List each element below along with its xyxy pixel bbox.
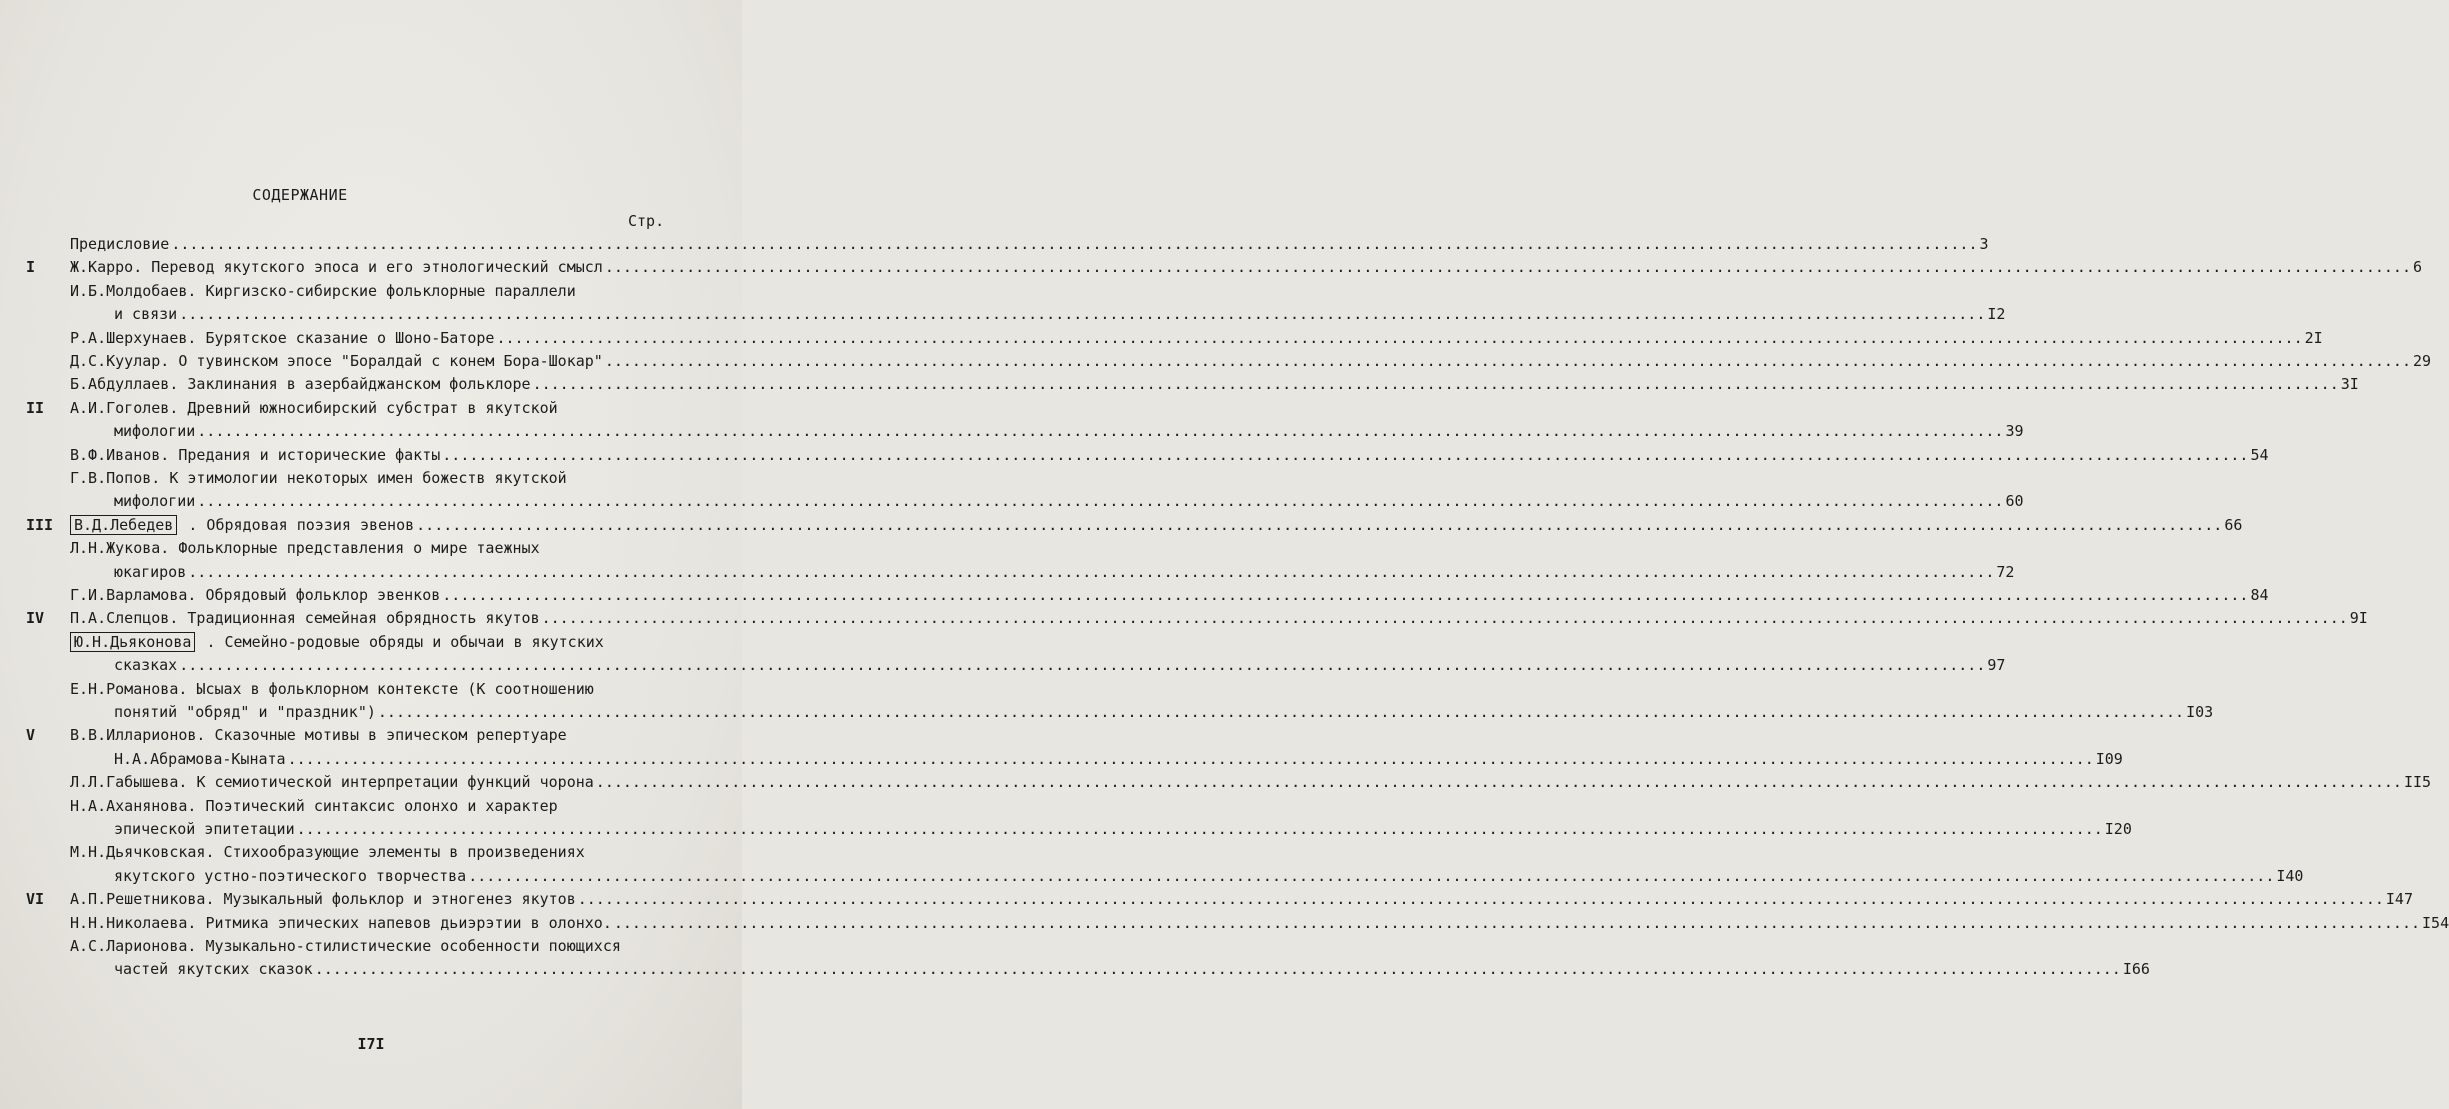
page-number: 39 — [2005, 422, 2024, 441]
dot-leader: ........................................................................................................................................................................................................ — [314, 960, 2121, 979]
dot-leader: ........................................................................................................................................................................................................ — [197, 492, 2004, 511]
dot-leader: ........................................................................................................................................................................................................ — [377, 703, 2185, 721]
entry-title: Музыкальный фольклор и этногенез якутов — [223, 890, 576, 909]
entry-title: Стихообразующие элементы в произведениях — [223, 843, 585, 862]
author-name: Е.Н.Романова. — [70, 679, 188, 698]
entry-title: Традиционная семейная обрядность якутов — [187, 609, 540, 628]
entry-title: Поэтический синтаксис олонхо и характер — [205, 796, 558, 815]
author-name: Р.А.Шерхунаев. — [70, 328, 197, 347]
dot-leader: ........................................................................................................................................................................................................ — [296, 820, 2103, 838]
dot-leader: ........................................................................................................................................................................................................ — [287, 749, 2094, 768]
entry-title: понятий "обряд" и "праздник") — [114, 703, 376, 721]
dot-leader: ........................................................................................................................................................................................................ — [496, 328, 2303, 347]
page-number: I20 — [2104, 820, 2132, 838]
page-number: I03 — [2186, 703, 2214, 721]
entry-title: Ритмика эпических напевов дьиэрэтии в олонхо. — [205, 913, 612, 932]
author-name: Б.Абдуллаев. — [70, 375, 179, 394]
page-number: I2 — [1987, 305, 2006, 324]
page-number: 9I — [2349, 609, 2368, 628]
page-number: 66 — [2224, 515, 2243, 534]
entry-title: Заклинания в азербайджанском фольклоре — [187, 375, 531, 394]
section-numeral: V — [26, 726, 36, 745]
entry-title: Музыкально-стилистические особенности поющихся — [205, 937, 621, 955]
entry-title: Ысыах в фольклорном контексте (К соотношению — [196, 679, 594, 698]
entry-title: юкагиров — [114, 562, 187, 581]
entry-title: Предания и исторические факты — [178, 445, 441, 464]
entry-title: частей якутских сказок — [114, 960, 313, 979]
author-name: Н.А.Аханянова. — [70, 796, 197, 815]
dot-leader: ........................................................................................................................................................................................................ — [541, 609, 2348, 628]
section-numeral: II — [26, 398, 45, 417]
dot-leader: ........................................................................................................................................................................................................ — [179, 305, 1986, 324]
page-number: I40 — [2276, 866, 2304, 885]
dot-leader: ........................................................................................................................................................................................................ — [604, 258, 2411, 277]
page-number: I66 — [2122, 960, 2150, 979]
entry-title: . Семейно-родовые обряды и обычаи в якутских — [206, 632, 604, 651]
author-name: М.Н.Дьячковская. — [70, 843, 215, 862]
author-name: А.И.Гоголев. — [70, 398, 179, 417]
page-number: I09 — [2095, 749, 2123, 768]
author-name: А.С.Ларионова. — [70, 937, 197, 955]
author-name: Ж.Карро. — [70, 258, 143, 277]
entry-title: О тувинском эпосе "Боралдай с конем Бора-Шокар" — [178, 352, 603, 370]
entry-title: Н.А.Абрамова-Кыната — [114, 749, 286, 768]
page-column-header: Стр. — [628, 212, 665, 230]
dot-leader: ........................................................................................................................................................................................................ — [532, 375, 2339, 394]
author-name: В.Д.Лебедев — [70, 515, 177, 535]
dot-leader: ........................................................................................................................................................................................................ — [595, 773, 2402, 792]
entry-title: эпической эпитетации — [114, 820, 295, 838]
author-name: Л.Н.Жукова. — [70, 539, 170, 558]
entry-title: Древний южносибирский субстрат в якутской — [187, 398, 558, 417]
entry-title: Бурятское сказание о Шоно-Баторе — [205, 328, 495, 347]
dot-leader: ........................................................................................................................................................................................................ — [468, 866, 2275, 885]
author-name: Д.С.Куулар. — [70, 352, 170, 370]
entry-title: . Обрядовая поэзия эвенов — [188, 515, 415, 534]
section-numeral: I — [26, 258, 36, 277]
author-name: В.Ф.Иванов. — [70, 445, 170, 464]
entry-title: Обрядовый фольклор эвенков — [205, 586, 441, 604]
dot-leader: ........................................................................................................................................................................................................ — [416, 515, 2223, 534]
page-number: 2I — [2304, 328, 2323, 347]
page-number: 3 — [1979, 235, 1989, 253]
entry-title: Предисловие — [70, 235, 170, 253]
page-number: 3I — [2340, 375, 2359, 394]
dot-leader: ........................................................................................................................................................................................................ — [442, 586, 2249, 604]
section-numeral: III — [26, 515, 54, 534]
dot-leader: ........................................................................................................................................................................................................ — [188, 562, 1995, 581]
author-name: В.В.Илларионов. — [70, 726, 206, 745]
author-name: И.Б.Молдобаев. — [70, 281, 197, 300]
entry-title: сказках — [114, 656, 178, 675]
dot-leader: ........................................................................................................................................................................................................ — [171, 235, 1978, 253]
author-name: Г.В.Попов. — [70, 469, 161, 487]
page-title: СОДЕРЖАНИЕ — [252, 186, 348, 204]
page-number: 84 — [2250, 586, 2269, 604]
dot-leader: ........................................................................................................................................................................................................ — [577, 890, 2384, 909]
entry-title: Фольклорные представления о мире таежных — [178, 539, 540, 558]
page-number: 54 — [2250, 445, 2269, 464]
entry-title: К этимологии некоторых имен божеств якутской — [169, 469, 567, 487]
author-name: Г.И.Варламова. — [70, 586, 197, 604]
page-number: 60 — [2005, 492, 2024, 511]
dot-leader: ........................................................................................................................................................................................................ — [604, 352, 2411, 370]
author-name: Н.Н.Николаева. — [70, 913, 197, 932]
author-name: П.А.Слепцов. — [70, 609, 179, 628]
section-numeral: VI — [26, 890, 45, 909]
author-name: Л.Л.Габышева. — [70, 773, 188, 792]
page-number: 29 — [2412, 352, 2432, 370]
section-numeral: IV — [26, 609, 45, 628]
dot-leader: ........................................................................................................................................................................................................ — [179, 656, 1986, 675]
dot-leader: ........................................................................................................................................................................................................ — [442, 445, 2249, 464]
footer-page-number: I7I — [357, 1035, 385, 1053]
entry-title: Сказочные мотивы в эпическом репертуаре — [214, 726, 567, 745]
entry-title: Киргизско-сибирские фольклорные параллели — [205, 281, 576, 300]
entry-title: и связи — [114, 305, 178, 324]
entry-title: мифологии — [114, 422, 196, 441]
entry-title: якутского устно-поэтического творчества — [114, 866, 467, 885]
entry-title: К семиотической интерпретации функций чорона — [196, 773, 594, 792]
page-number: I47 — [2385, 890, 2413, 909]
page-number: I54 — [2422, 913, 2449, 932]
page-number: 97 — [1987, 656, 2006, 675]
page-number: 6 — [2412, 258, 2423, 277]
entry-title: мифологии — [114, 492, 196, 511]
dot-leader: ........................................................................................................................................................................................................ — [613, 913, 2421, 932]
page-number: II5 — [2403, 773, 2432, 792]
author-name: Ю.Н.Дьяконова — [70, 632, 195, 652]
dot-leader: ........................................................................................................................................................................................................ — [197, 422, 2004, 441]
author-name: А.П.Решетникова. — [70, 890, 215, 909]
page-number: 72 — [1996, 562, 2015, 581]
entry-title: Перевод якутского эпоса и его этнологический смысл — [151, 258, 603, 277]
